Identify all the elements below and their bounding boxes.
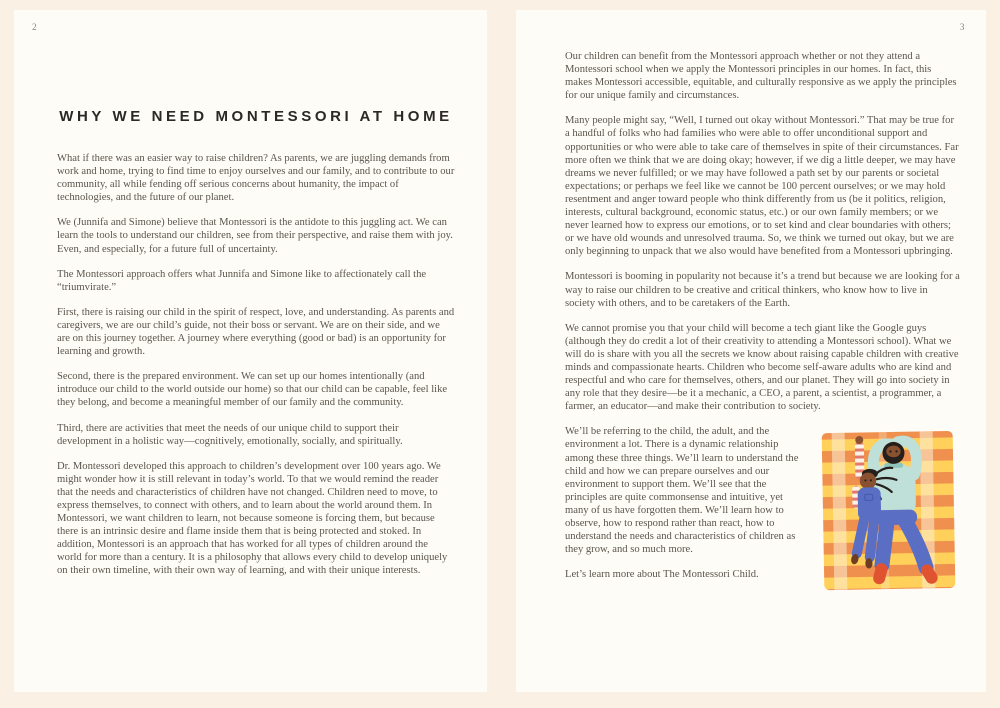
left-page-body xyxy=(57,152,455,578)
right-page xyxy=(516,10,986,692)
left-page xyxy=(14,10,487,692)
paragraph: Our children can benefit from the Montessori approach whether or not they attend a Montessori school when we apply the Montessori principles in our homes. In fact, this makes Montessori accessible, equitable, and culturally responsive as we apply the principles for our unique family and circumstances. xyxy=(565,51,957,102)
paragraph: What if there was an easier way to raise children? As parents, we are juggling demands from work and home, trying to find time to enjoy ourselves and our family, and to contribute to our community, all while fending off serious concerns about humanity, the impact of technologies, and the future of our planet. xyxy=(57,153,455,204)
paragraph: Montessori is booming in popularity not because it’s a trend but because we are looking for a way to raise our children to be creative and critical thinkers, who know how to live in society with others, and to be caretakers of the Earth. xyxy=(565,271,960,309)
left-page-content xyxy=(14,10,487,578)
paragraph: We cannot promise you that your child will become a tech giant like the Google guys (although they do credit a lot of their creativity to attending a Montessori school). What we will do is share with you all the secrets we know about raising capable children with creative minds and compassionate hearts. Children who become self-aware adults who are kind and respectful and who care for themselves, others, and our planet. They will go into society in any role that they desire—be it a mechanic, a CEO, a parent, a scientist, a programmer, a farmer, an educator—and make their contribution to society. xyxy=(565,322,959,413)
paragraph: Dr. Montessori developed this approach to children’s development over 100 years ago. We might wonder how it is still relevant in today’s world. To that we would remind the reader that the needs and characteristics of children have not changed. Children need to move, to express themselves, to connect with others, and to learn about the world around them. In Montessori, we want children to learn, not because someone is forcing them, but because there is an intrinsic desire and flame inside them that is being protected and stoked. In addition, Montessori is an approach that has worked for all types of children around the world for more than a century. It is a philosophy that allows every child to develop uniquely on their own timeline, with their own way of learning, and with their unique interests. xyxy=(57,460,448,577)
parent-child-blanket-drawing xyxy=(820,427,960,595)
paragraph: First, there is raising our child in the spirit of respect, love, and understanding. As parents and caregivers, we are our child’s guide, not their boss or servant. We are on their side, and we are on this journey together. A journey where everything (good or bad) is an opportunity for learning and growth. xyxy=(57,306,455,358)
paragraph: We (Junnifa and Simone) believe that Montessori is the antidote to this juggling act. We can learn the tools to understand our children, see from their perspective, and raise them with joy. Even, and especially, for a future full of uncertainty. xyxy=(57,217,453,255)
paragraph: We’ll be referring to the child, the adult, and the environment a lot. There is a dynamic relationship among these three things. We’ll learn to understand the child and how we can prepare ourselves and our environment to support them. We’ll see that the principles are quite commonsense and intuitive, yet many of us have forgotten them. We’ll learn how to observe, how to respond rather than react, how to understand the needs and characteristics of children as they grow, and so much more. xyxy=(565,426,799,556)
page-number-left: 2 xyxy=(32,23,38,33)
paragraph: Second, there is the prepared environment. We can set up our homes intentionally (and introduce our child to the world outside our home) so that our child can be capable, feel like they belong, and become a meaningful member of our family and the community. xyxy=(57,371,448,409)
paragraph: Let’s learn more about The Montessori Child. xyxy=(565,569,759,581)
parent-child-illustration xyxy=(820,427,960,595)
paragraph: Many people might say, “Well, I turned out okay without Montessori.” That may be true for a handful of folks who had families who were able to offer unconditional support and opportunities or who were able to take care of themselves in spite of their circumstances. Far more often we think that we are doing okay; however, if we dig a little deeper, we may have dreams we never fulfilled; or we may have followed a path set by our parents or societal expectations; or perhaps we feel like we cannot be 100 percent ourselves; or we may hold resentment and anger toward people who think differently from us (be it politics, religion, interests, cultural background, economic status, etc.) or our own family members; or we never learned how to express our emotions, or to set kind and clear boundaries with others; or we have old wounds and unresolved trauma. So, we think we turned out okay, but we are only beginning to unpack that we also would have benefited from a Montessori upbringing. xyxy=(565,115,959,258)
chapter-title: WHY WE NEED MONTESSORI AT HOME xyxy=(59,108,453,125)
page-number-right: 3 xyxy=(959,23,965,33)
paragraph: Third, there are activities that meet the needs of our unique child to support their development in a holistic way—cognitively, emotionally, socially, and spiritually. xyxy=(57,422,403,447)
right-page-body xyxy=(516,10,986,601)
paragraph: The Montessori approach offers what Junnifa and Simone like to affectionately call the “triumvirate.” xyxy=(57,268,427,293)
